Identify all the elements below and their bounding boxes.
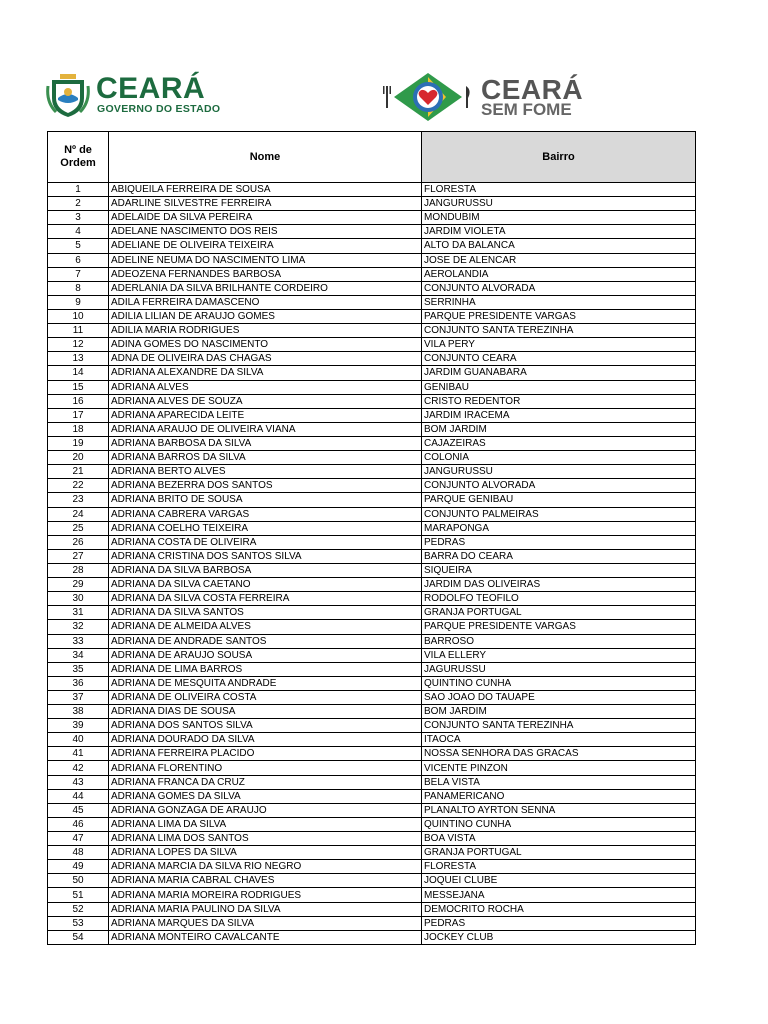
table-row [48, 846, 696, 860]
cell-bairro: JANGURUSSU [422, 197, 696, 211]
cell-bairro: VICENTE PINZON [422, 761, 696, 775]
table-row [48, 253, 696, 267]
cell-bairro: PARQUE PRESIDENTE VARGAS [422, 620, 696, 634]
cell-bairro: CONJUNTO ALVORADA [422, 479, 696, 493]
header-ordem [48, 132, 109, 183]
table-row [48, 197, 696, 211]
table-row [48, 761, 696, 775]
cell-ordem: 38 [48, 705, 109, 719]
cell-ordem: 33 [48, 634, 109, 648]
cell-bairro: PANAMERICANO [422, 789, 696, 803]
table-row [48, 832, 696, 846]
table-row [48, 479, 696, 493]
cell-nome: ADRIANA FRANCA DA CRUZ [109, 775, 422, 789]
table-row [48, 380, 696, 394]
cell-ordem: 37 [48, 690, 109, 704]
cell-bairro: JOCKEY CLUB [422, 930, 696, 944]
cell-nome: ADELANE NASCIMENTO DOS REIS [109, 225, 422, 239]
cell-bairro: PARQUE GENIBAU [422, 493, 696, 507]
cell-nome: ADRIANA MARCIA DA SILVA RIO NEGRO [109, 860, 422, 874]
cell-bairro: QUINTINO CUNHA [422, 817, 696, 831]
cell-ordem: 46 [48, 817, 109, 831]
cell-bairro: GRANJA PORTUGAL [422, 606, 696, 620]
cell-ordem: 4 [48, 225, 109, 239]
cell-nome: ADILIA LILIAN DE ARAUJO GOMES [109, 309, 422, 323]
cell-ordem: 25 [48, 521, 109, 535]
cell-bairro: PARQUE PRESIDENTE VARGAS [422, 309, 696, 323]
cell-bairro: GENIBAU [422, 380, 696, 394]
cell-ordem: 2 [48, 197, 109, 211]
cell-nome: ADRIANA MARIA PAULINO DA SILVA [109, 902, 422, 916]
heart-plate-emblem-icon [380, 72, 476, 122]
ceara-coat-of-arms-icon [46, 72, 90, 118]
table-row [48, 902, 696, 916]
cell-ordem: 24 [48, 507, 109, 521]
cell-nome: ADRIANA BRITO DE SOUSA [109, 493, 422, 507]
cell-nome: ADELAIDE DA SILVA PEREIRA [109, 211, 422, 225]
cell-bairro: SAO JOAO DO TAUAPE [422, 690, 696, 704]
cell-nome: ADRIANA LOPES DA SILVA [109, 846, 422, 860]
cell-nome: ADRIANA DE MESQUITA ANDRADE [109, 676, 422, 690]
cell-bairro: JOQUEI CLUBE [422, 874, 696, 888]
cell-bairro: CAJAZEIRAS [422, 436, 696, 450]
cell-ordem: 13 [48, 352, 109, 366]
cell-ordem: 18 [48, 422, 109, 436]
program-logo-name: CEARÁ [481, 74, 584, 105]
cell-ordem: 50 [48, 874, 109, 888]
table-row [48, 465, 696, 479]
table-row [48, 888, 696, 902]
cell-ordem: 45 [48, 803, 109, 817]
cell-ordem: 17 [48, 408, 109, 422]
table-row [48, 874, 696, 888]
cell-nome: ADRIANA MONTEIRO CAVALCANTE [109, 930, 422, 944]
cell-nome: ADRIANA FERREIRA PLACIDO [109, 747, 422, 761]
table-row [48, 281, 696, 295]
cell-ordem: 6 [48, 253, 109, 267]
cell-bairro: PLANALTO AYRTON SENNA [422, 803, 696, 817]
table-row [48, 521, 696, 535]
cell-bairro: CONJUNTO SANTA TEREZINHA [422, 719, 696, 733]
cell-nome: ADRIANA DE ALMEIDA ALVES [109, 620, 422, 634]
table-row [48, 535, 696, 549]
cell-ordem: 43 [48, 775, 109, 789]
ceara-sem-fome-logo [380, 72, 600, 122]
table-row [48, 747, 696, 761]
table-header-row [48, 132, 696, 183]
program-logo-subtitle: SEM FOME [481, 100, 572, 119]
table-row [48, 338, 696, 352]
cell-nome: ADERLANIA DA SILVA BRILHANTE CORDEIRO [109, 281, 422, 295]
cell-bairro: CONJUNTO ALVORADA [422, 281, 696, 295]
table-row [48, 930, 696, 944]
cell-bairro: JANGURUSSU [422, 465, 696, 479]
table-row [48, 916, 696, 930]
cell-nome: ADRIANA DA SILVA BARBOSA [109, 563, 422, 577]
cell-bairro: ALTO DA BALANCA [422, 239, 696, 253]
cell-ordem: 9 [48, 295, 109, 309]
cell-nome: ADRIANA BERTO ALVES [109, 465, 422, 479]
cell-nome: ADRIANA MARQUES DA SILVA [109, 916, 422, 930]
table-row [48, 676, 696, 690]
table-row [48, 733, 696, 747]
cell-nome: ADELINE NEUMA DO NASCIMENTO LIMA [109, 253, 422, 267]
table-row [48, 225, 696, 239]
cell-bairro: BOM JARDIM [422, 422, 696, 436]
cell-ordem: 12 [48, 338, 109, 352]
cell-bairro: JOSE DE ALENCAR [422, 253, 696, 267]
cell-nome: ADNA DE OLIVEIRA DAS CHAGAS [109, 352, 422, 366]
cell-nome: ADRIANA DOS SANTOS SILVA [109, 719, 422, 733]
cell-ordem: 49 [48, 860, 109, 874]
cell-ordem: 15 [48, 380, 109, 394]
table-row [48, 860, 696, 874]
cell-bairro: BOA VISTA [422, 832, 696, 846]
table-row [48, 690, 696, 704]
table-row [48, 507, 696, 521]
table-row [48, 662, 696, 676]
table-row [48, 634, 696, 648]
cell-bairro: PEDRAS [422, 535, 696, 549]
table-row [48, 352, 696, 366]
cell-nome: ADELIANE DE OLIVEIRA TEIXEIRA [109, 239, 422, 253]
cell-ordem: 20 [48, 451, 109, 465]
cell-ordem: 28 [48, 563, 109, 577]
table-body [48, 183, 696, 945]
header-ordem-line2: Ordem [60, 157, 96, 169]
cell-ordem: 35 [48, 662, 109, 676]
cell-bairro: AEROLANDIA [422, 267, 696, 281]
cell-nome: ABIQUEILA FERREIRA DE SOUSA [109, 183, 422, 197]
cell-nome: ADRIANA CRISTINA DOS SANTOS SILVA [109, 549, 422, 563]
cell-ordem: 21 [48, 465, 109, 479]
cell-bairro: BOM JARDIM [422, 705, 696, 719]
cell-nome: ADRIANA LIMA DOS SANTOS [109, 832, 422, 846]
cell-bairro: VILA PERY [422, 338, 696, 352]
cell-bairro: FLORESTA [422, 860, 696, 874]
cell-nome: ADINA GOMES DO NASCIMENTO [109, 338, 422, 352]
table-row [48, 309, 696, 323]
cell-nome: ADILA FERREIRA DAMASCENO [109, 295, 422, 309]
cell-nome: ADRIANA GONZAGA DE ARAUJO [109, 803, 422, 817]
cell-bairro: PEDRAS [422, 916, 696, 930]
cell-ordem: 7 [48, 267, 109, 281]
table-row [48, 578, 696, 592]
cell-bairro: SIQUEIRA [422, 563, 696, 577]
cell-nome: ADRIANA BEZERRA DOS SANTOS [109, 479, 422, 493]
cell-bairro: COLONIA [422, 451, 696, 465]
cell-nome: ADRIANA DA SILVA SANTOS [109, 606, 422, 620]
cell-nome: ADRIANA ALVES [109, 380, 422, 394]
cell-ordem: 52 [48, 902, 109, 916]
cell-ordem: 16 [48, 394, 109, 408]
cell-bairro: NOSSA SENHORA DAS GRACAS [422, 747, 696, 761]
cell-bairro: FLORESTA [422, 183, 696, 197]
cell-nome: ADRIANA ALEXANDRE DA SILVA [109, 366, 422, 380]
cell-ordem: 10 [48, 309, 109, 323]
table-row [48, 549, 696, 563]
cell-bairro: QUINTINO CUNHA [422, 676, 696, 690]
cell-bairro: VILA ELLERY [422, 648, 696, 662]
cell-ordem: 51 [48, 888, 109, 902]
cell-ordem: 34 [48, 648, 109, 662]
cell-nome: ADRIANA CABRERA VARGAS [109, 507, 422, 521]
cell-ordem: 27 [48, 549, 109, 563]
cell-bairro: BELA VISTA [422, 775, 696, 789]
cell-nome: ADEOZENA FERNANDES BARBOSA [109, 267, 422, 281]
cell-ordem: 53 [48, 916, 109, 930]
cell-nome: ADRIANA LIMA DA SILVA [109, 817, 422, 831]
cell-bairro: JARDIM DAS OLIVEIRAS [422, 578, 696, 592]
cell-nome: ADRIANA BARROS DA SILVA [109, 451, 422, 465]
cell-bairro: BARROSO [422, 634, 696, 648]
cell-ordem: 19 [48, 436, 109, 450]
cell-ordem: 11 [48, 324, 109, 338]
gov-logo-subtitle: GOVERNO DO ESTADO [97, 103, 221, 115]
table-row [48, 324, 696, 338]
cell-nome: ADRIANA COELHO TEIXEIRA [109, 521, 422, 535]
governo-do-estado-logo [46, 72, 226, 118]
cell-ordem: 5 [48, 239, 109, 253]
cell-nome: ADRIANA DOURADO DA SILVA [109, 733, 422, 747]
table-row [48, 451, 696, 465]
cell-nome: ADRIANA DA SILVA CAETANO [109, 578, 422, 592]
cell-nome: ADRIANA DA SILVA COSTA FERREIRA [109, 592, 422, 606]
table-row [48, 592, 696, 606]
cell-nome: ADRIANA MARIA MOREIRA RODRIGUES [109, 888, 422, 902]
cell-ordem: 31 [48, 606, 109, 620]
cell-bairro: RODOLFO TEOFILO [422, 592, 696, 606]
cell-ordem: 47 [48, 832, 109, 846]
header-nome: Nome [109, 132, 422, 183]
cell-nome: ADRIANA DE LIMA BARROS [109, 662, 422, 676]
cell-ordem: 26 [48, 535, 109, 549]
table-row [48, 239, 696, 253]
table-row [48, 267, 696, 281]
cell-bairro: JAGURUSSU [422, 662, 696, 676]
cell-bairro: JARDIM GUANABARA [422, 366, 696, 380]
cell-bairro: CONJUNTO PALMEIRAS [422, 507, 696, 521]
cell-ordem: 23 [48, 493, 109, 507]
cell-bairro: MONDUBIM [422, 211, 696, 225]
cell-nome: ADRIANA APARECIDA LEITE [109, 408, 422, 422]
cell-ordem: 48 [48, 846, 109, 860]
cell-nome: ADRIANA MARIA CABRAL CHAVES [109, 874, 422, 888]
cell-bairro: JARDIM VIOLETA [422, 225, 696, 239]
cell-ordem: 32 [48, 620, 109, 634]
table-row [48, 366, 696, 380]
cell-ordem: 39 [48, 719, 109, 733]
table-row [48, 620, 696, 634]
cell-ordem: 22 [48, 479, 109, 493]
table-row [48, 817, 696, 831]
table-row [48, 719, 696, 733]
cell-nome: ADRIANA DIAS DE SOUSA [109, 705, 422, 719]
table-row [48, 436, 696, 450]
cell-nome: ADILIA MARIA RODRIGUES [109, 324, 422, 338]
cell-bairro: GRANJA PORTUGAL [422, 846, 696, 860]
table-row [48, 183, 696, 197]
cell-bairro: MARAPONGA [422, 521, 696, 535]
cell-ordem: 29 [48, 578, 109, 592]
cell-nome: ADRIANA DE ANDRADE SANTOS [109, 634, 422, 648]
cell-ordem: 40 [48, 733, 109, 747]
table-row [48, 705, 696, 719]
table-row [48, 606, 696, 620]
cell-ordem: 8 [48, 281, 109, 295]
table-row [48, 648, 696, 662]
cell-bairro: MESSEJANA [422, 888, 696, 902]
cell-ordem: 14 [48, 366, 109, 380]
cell-ordem: 30 [48, 592, 109, 606]
cell-ordem: 41 [48, 747, 109, 761]
cell-bairro: ITAOCA [422, 733, 696, 747]
cell-ordem: 36 [48, 676, 109, 690]
table-row [48, 789, 696, 803]
cell-bairro: CONJUNTO SANTA TEREZINHA [422, 324, 696, 338]
cell-ordem: 42 [48, 761, 109, 775]
cell-nome: ADRIANA ALVES DE SOUZA [109, 394, 422, 408]
cell-nome: ADRIANA GOMES DA SILVA [109, 789, 422, 803]
table-row [48, 803, 696, 817]
cell-bairro: CRISTO REDENTOR [422, 394, 696, 408]
cell-nome: ADRIANA COSTA DE OLIVEIRA [109, 535, 422, 549]
table-row [48, 394, 696, 408]
table-row [48, 295, 696, 309]
cell-bairro: JARDIM IRACEMA [422, 408, 696, 422]
cell-ordem: 44 [48, 789, 109, 803]
cell-nome: ADRIANA DE OLIVEIRA COSTA [109, 690, 422, 704]
cell-bairro: CONJUNTO CEARA [422, 352, 696, 366]
beneficiary-table [47, 131, 696, 945]
table-row [48, 211, 696, 225]
table-row [48, 422, 696, 436]
header-bairro: Bairro [422, 132, 696, 183]
gov-logo-name: CEARÁ [96, 72, 206, 105]
table-row [48, 493, 696, 507]
cell-ordem: 54 [48, 930, 109, 944]
cell-ordem: 1 [48, 183, 109, 197]
table-row [48, 563, 696, 577]
table-row [48, 408, 696, 422]
cell-bairro: DEMOCRITO ROCHA [422, 902, 696, 916]
cell-nome: ADRIANA DE ARAUJO SOUSA [109, 648, 422, 662]
cell-nome: ADARLINE SILVESTRE FERREIRA [109, 197, 422, 211]
cell-ordem: 3 [48, 211, 109, 225]
header-ordem-line1: Nº de [64, 144, 92, 156]
table-row [48, 775, 696, 789]
cell-bairro: SERRINHA [422, 295, 696, 309]
cell-nome: ADRIANA ARAUJO DE OLIVEIRA VIANA [109, 422, 422, 436]
cell-nome: ADRIANA FLORENTINO [109, 761, 422, 775]
cell-nome: ADRIANA BARBOSA DA SILVA [109, 436, 422, 450]
cell-bairro: BARRA DO CEARA [422, 549, 696, 563]
